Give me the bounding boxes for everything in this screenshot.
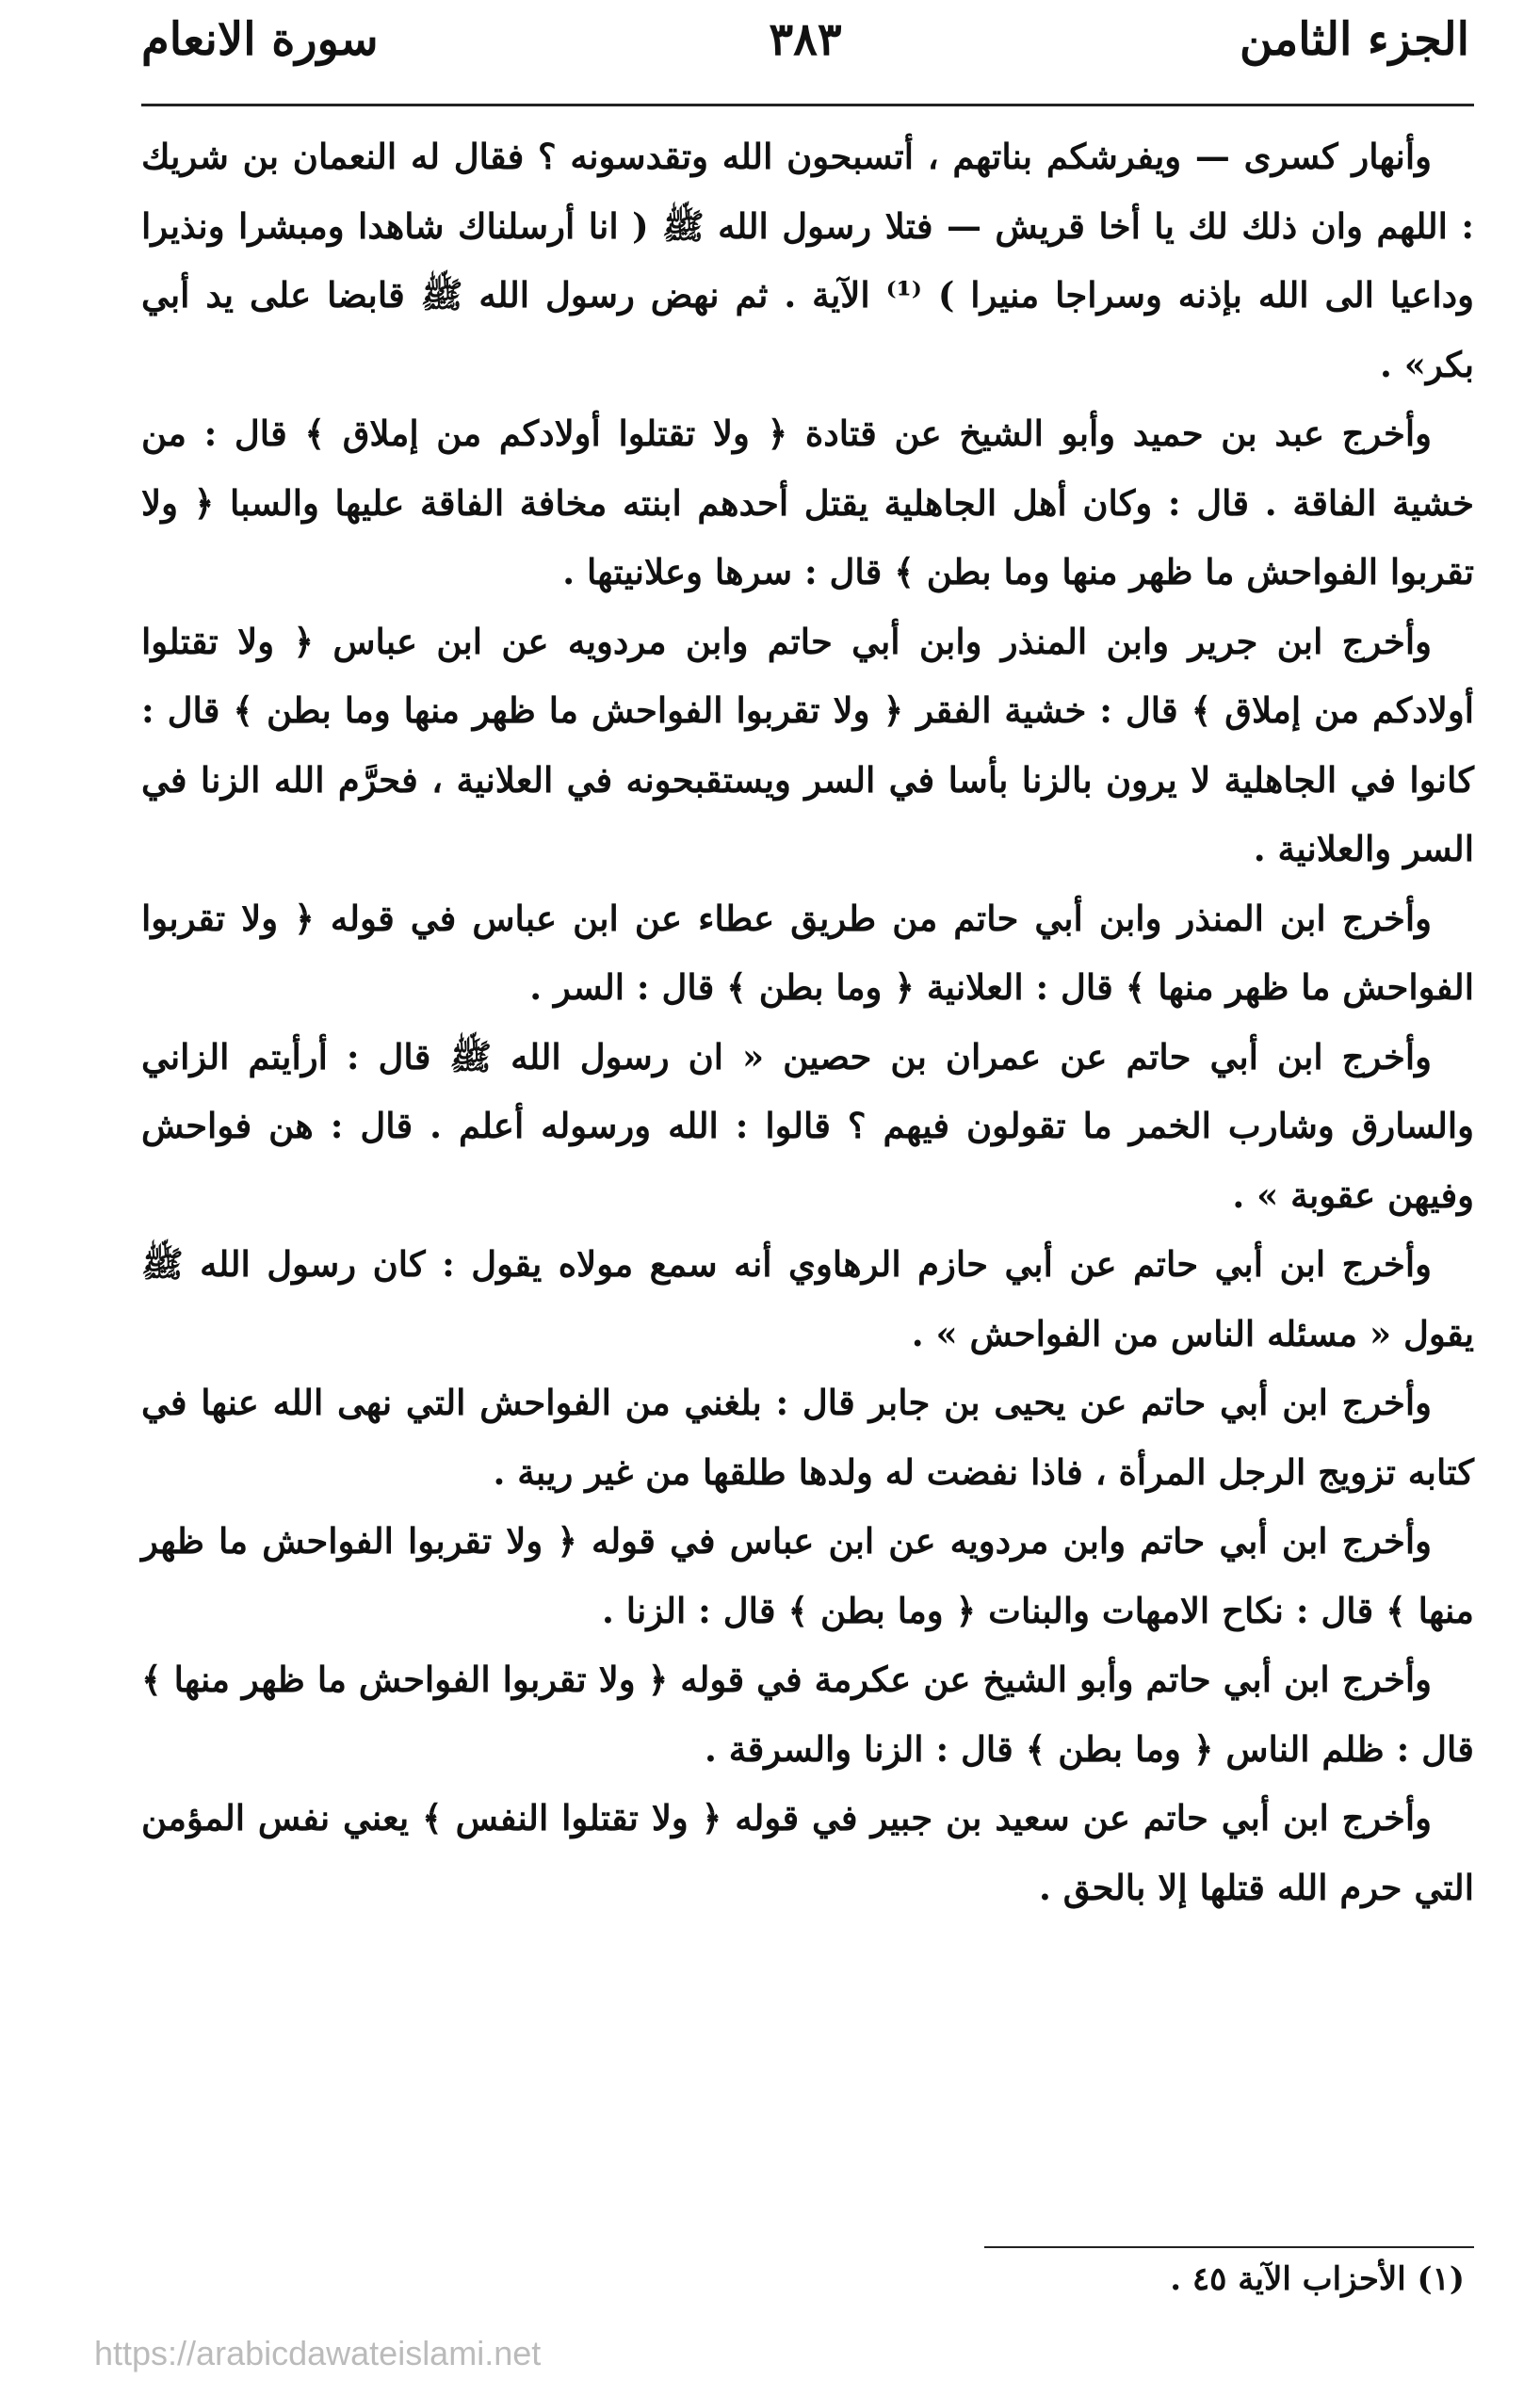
paragraph: وأخرج عبد بن حميد وأبو الشيخ عن قتادة ﴿ ولا تقتلوا أولادكم من إملاق ﴾ قال : من خشية الفاقة . قال : وكان أهل الجاهلية يقتل أحدهم ابنته مخافة الفاقة عليها والسبا ﴿ ولا تقربوا الفواحش ما ظهر منها وما بطن ﴾ قال : سرها وعلانيتها . xyxy=(141,413,1474,592)
page-header xyxy=(141,8,1469,83)
paragraph: وأخرج ابن أبي حاتم عن يحيى بن جابر قال : بلغني من الفواحش التي نهى الله عنها في كتابه تزويج الرجل المرأة ، فاذا نفضت له ولدها طلقها من غير ريبة . xyxy=(141,1382,1474,1493)
paragraph: وأخرج ابن أبي حاتم وابن مردويه عن ابن عباس في قوله ﴿ ولا تقربوا الفواحش ما ظهر منها ﴾ قال : نكاح الامهات والبنات ﴿ وما بطن ﴾ قال : الزنا . xyxy=(141,1520,1474,1631)
juz-label: الجزء الثامن xyxy=(1239,13,1469,66)
paragraph: وأخرج ابن أبي حاتم عن عمران بن حصين « ان رسول الله ﷺ قال : أرأيتم الزاني والسارق وشارب الخمر ما تقولون فيهم ؟ قالوا : الله ورسوله أعلم . قال : هن فواحش وفيهن عقوبة » . xyxy=(141,1035,1474,1216)
footnote: (١) الأحزاب الآية ٤٥ . xyxy=(1170,2260,1465,2298)
paragraph: وأخرج ابن أبي حاتم عن سعيد بن جبير في قوله ﴿ ولا تقتلوا النفس ﴾ يعني نفس المؤمن التي حرم الله قتلها إلا بالحق . xyxy=(141,1797,1474,1908)
footnote-divider xyxy=(984,2246,1474,2248)
header-divider xyxy=(141,104,1474,106)
paragraph: وأخرج ابن المنذر وابن أبي حاتم من طريق عطاء عن ابن عباس في قوله ﴿ ولا تقربوا الفواحش ما ظهر منها ﴾ قال : العلانية ﴿ وما بطن ﴾ قال : السر . xyxy=(141,897,1474,1008)
paragraph: وأخرج ابن أبي حاتم وأبو الشيخ عن عكرمة في قوله ﴿ ولا تقربوا الفواحش ما ظهر منها ﴾ قال : ظلم الناس ﴿ وما بطن ﴾ قال : الزنا والسرقة . xyxy=(141,1659,1474,1770)
surah-title: سورة الانعام xyxy=(141,13,379,66)
main-text xyxy=(141,122,1474,1922)
paragraph: وأنهار كسرى — ويفرشكم بناتهم ، أتسبحون الله وتقدسونه ؟ فقال له النعمان بن شريك : اللهم وان ذلك لك يا أخا قريش — فتلا رسول الله ﷺ ( انا أرسلناك شاهدا ومبشرا ونذيرا وداعيا الى الله بإذنه وسراجا منيرا ) ⁽¹⁾ الآية . ثم نهض رسول الله ﷺ قابضا على يد أبي بكر» . xyxy=(141,136,1474,385)
paragraph: وأخرج ابن جرير وابن المنذر وابن أبي حاتم وابن مردويه عن ابن عباس ﴿ ولا تقتلوا أولادكم من إملاق ﴾ قال : خشية الفقر ﴿ ولا تقربوا الفواحش ما ظهر منها وما بطن ﴾ قال : كانوا في الجاهلية لا يرون بالزنا بأسا في السر ويستقبحونه في العلانية ، فحرَّم الله الزنا في السر والعلانية . xyxy=(141,620,1474,869)
paragraph: وأخرج ابن أبي حاتم عن أبي حازم الرهاوي أنه سمع مولاه يقول : كان رسول الله ﷺ يقول « مسئله الناس من الفواحش » . xyxy=(141,1243,1474,1354)
page-number: ٣٨٣ xyxy=(769,13,842,66)
watermark-url: https://arabicdawateislami.net xyxy=(94,2334,542,2372)
